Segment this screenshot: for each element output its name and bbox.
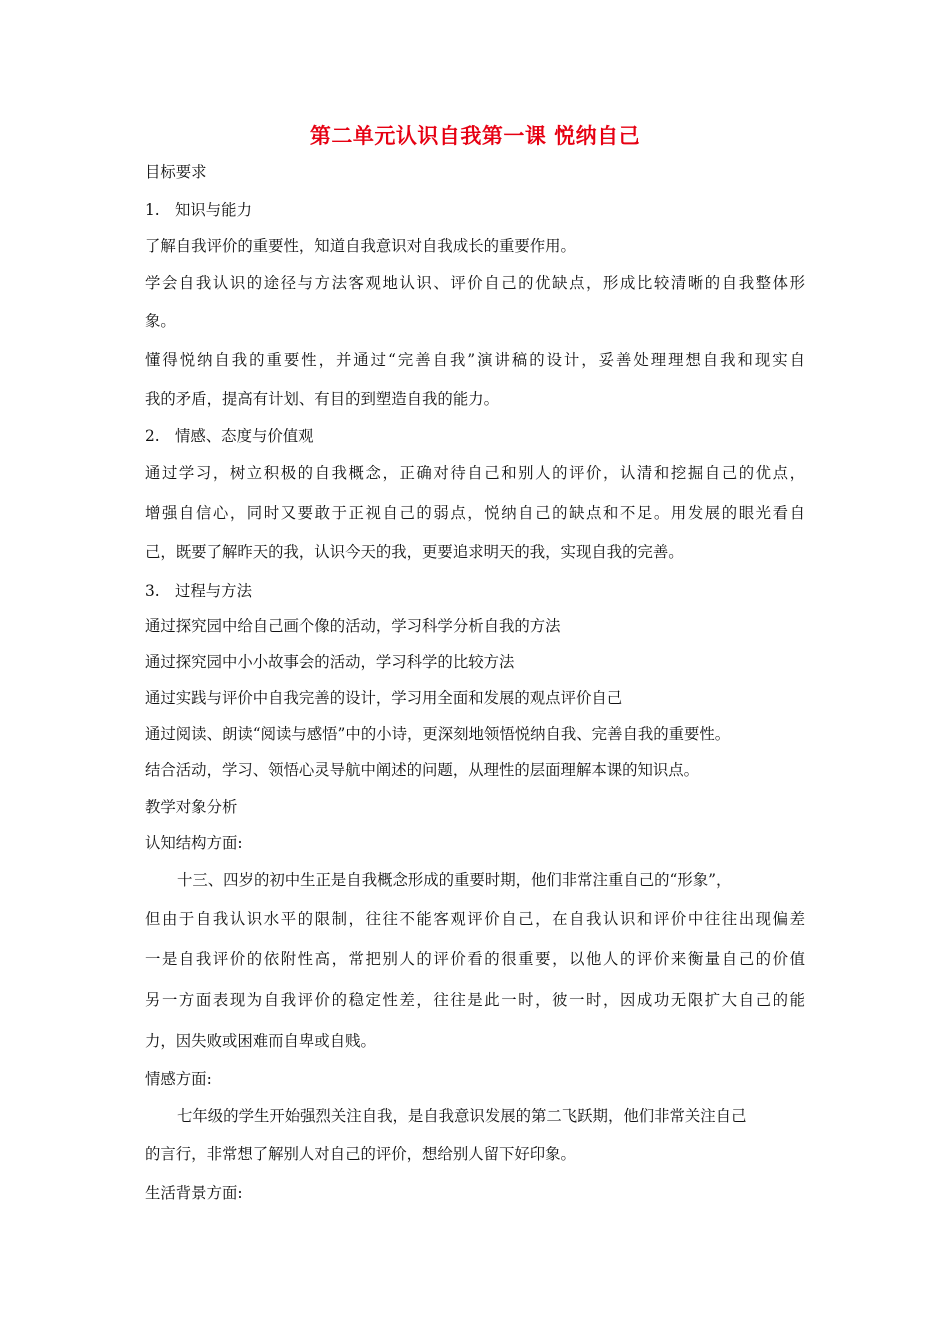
- section-heading-goals: 目标要求: [145, 163, 207, 181]
- paragraph-line: 通过实践与评价中自我完善的设计，学习用全面和发展的观点评价自己: [145, 689, 623, 707]
- paragraph-line: 十三、四岁的初中生正是自我概念形成的重要时期，他们非常注重自己的“形象”，: [177, 871, 732, 889]
- paragraph-line: 一是自我评价的依附性高，常把别人的评价看的很重要，以他人的评价来衡量自己的价值: [145, 950, 805, 968]
- paragraph-line: 力，因失败或困难而自卑或自贱。: [145, 1032, 376, 1050]
- list-number: 2.: [145, 427, 160, 445]
- list-number: 1.: [145, 201, 160, 219]
- paragraph-line: 懂得悦纳自我的重要性，并通过“完善自我”演讲稿的设计，妥善处理理想自我和现实自: [145, 351, 805, 369]
- paragraph-line: 但由于自我认识水平的限制，往往不能客观评价自己，在自我认识和评价中往往出现偏差: [145, 910, 805, 928]
- paragraph-line: 象。: [145, 312, 176, 330]
- subheading: 情感方面:: [145, 1070, 212, 1088]
- paragraph-line: 通过学习，树立积极的自我概念，正确对待自己和别人的评价，认清和挖掘自己的优点，: [145, 464, 805, 482]
- section-heading-analysis: 教学对象分析: [145, 798, 238, 816]
- heading-text: 知识与能力: [175, 201, 252, 219]
- list-number: 3.: [145, 582, 160, 600]
- paragraph-line: 七年级的学生开始强烈关注自我，是自我意识发展的第二飞跃期，他们非常关注自己: [177, 1107, 747, 1125]
- paragraph-line: 的言行，非常想了解别人对自己的评价，想给别人留下好印象。: [145, 1145, 576, 1163]
- paragraph-line: 通过探究园中给自己画个像的活动，学习科学分析自我的方法: [145, 617, 561, 635]
- paragraph-line: 我的矛盾，提高有计划、有目的到塑造自我的能力。: [145, 390, 499, 408]
- subheading: 生活背景方面:: [145, 1184, 243, 1202]
- numbered-heading-1: [145, 199, 252, 221]
- paragraph-line: 另一方面表现为自我评价的稳定性差，往往是此一时，彼一时，因成功无限扩大自己的能: [145, 991, 805, 1009]
- paragraph-line: 增强自信心，同时又要敢于正视自己的弱点，悦纳自己的缺点和不足。用发展的眼光看自: [145, 504, 805, 522]
- paragraph-line: 通过阅读、朗读“阅读与感悟”中的小诗，更深刻地领悟悦纳自我、完善自我的重要性。: [145, 725, 731, 743]
- heading-text: 过程与方法: [175, 582, 252, 600]
- paragraph-line: 结合活动，学习、领悟心灵导航中阐述的问题，从理性的层面理解本课的知识点。: [145, 761, 700, 779]
- paragraph-line: 了解自我评价的重要性，知道自我意识对自我成长的重要作用。: [145, 237, 576, 255]
- paragraph-line: 学会自我认识的途径与方法客观地认识、评价自己的优缺点，形成比较清晰的自我整体形: [145, 274, 805, 292]
- heading-text: 情感、态度与价值观: [175, 427, 314, 445]
- page-title: 第二单元认识自我第一课 悦纳自己: [309, 123, 641, 148]
- paragraph-line: 己，既要了解昨天的我，认识今天的我，更要追求明天的我，实现自我的完善。: [145, 543, 684, 561]
- paragraph-line: 通过探究园中小小故事会的活动，学习科学的比较方法: [145, 653, 515, 671]
- numbered-heading-2: [145, 425, 314, 447]
- subheading: 认知结构方面:: [145, 834, 243, 852]
- numbered-heading-3: [145, 580, 252, 602]
